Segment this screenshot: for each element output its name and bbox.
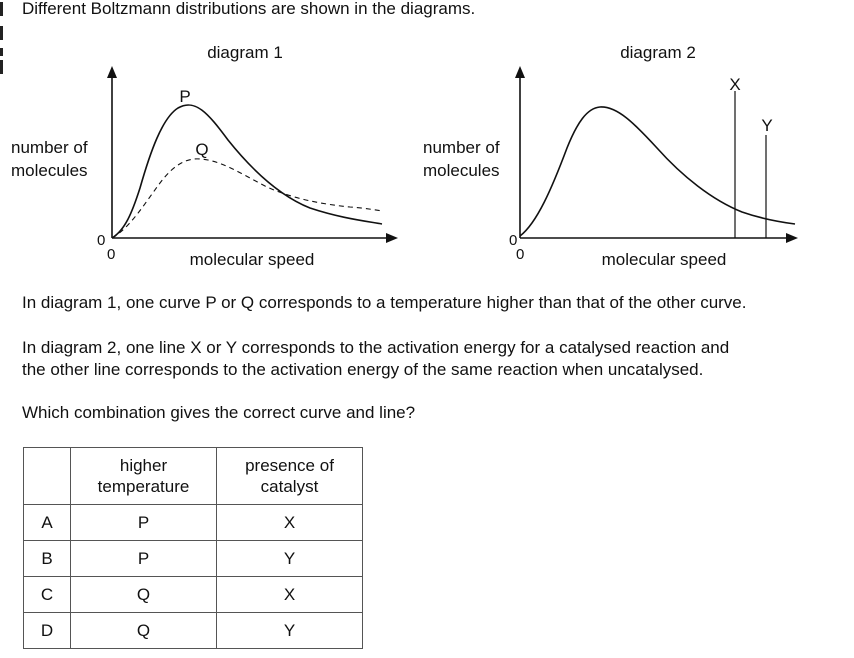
origin-x-label: 0	[516, 246, 525, 263]
table-row[interactable]	[24, 577, 363, 613]
paragraph-1: In diagram 1, one curve P or Q corresponds to a temperature higher than that of the other curve.	[22, 293, 747, 312]
option-letter: A	[24, 505, 71, 541]
diagram-1-ylabel: molecules	[11, 161, 88, 180]
header-text: presence of	[245, 456, 334, 475]
diagram-2-ylabel: molecules	[423, 161, 500, 180]
diagram-2-ylabel: number of	[423, 138, 500, 157]
header-text: catalyst	[260, 477, 319, 496]
line-y-label: Y	[761, 116, 773, 135]
y-axis-arrow	[107, 66, 117, 78]
diagram-1	[0, 38, 400, 278]
curve-p	[112, 105, 382, 238]
header-text: higher	[119, 456, 168, 475]
catalyst-cell: Y	[217, 541, 363, 577]
origin-y-label: 0	[509, 232, 518, 249]
table-row[interactable]	[24, 541, 363, 577]
catalyst-cell: X	[217, 577, 363, 613]
paragraph-2-line-2: the other line corresponds to the activation energy of the same reaction when uncatalysed.	[22, 360, 704, 379]
catalyst-cell: Y	[217, 613, 363, 649]
temperature-cell: Q	[71, 613, 217, 649]
origin-x-label: 0	[107, 246, 116, 263]
catalyst-cell: X	[217, 505, 363, 541]
temperature-cell: P	[71, 541, 217, 577]
curve-q	[112, 159, 383, 238]
option-letter: B	[24, 541, 71, 577]
line-x-label: X	[729, 75, 741, 94]
header-higher-temperature	[71, 448, 217, 505]
temperature-cell: P	[71, 505, 217, 541]
answer-table	[23, 447, 363, 649]
option-letter: C	[24, 577, 71, 613]
diagram-1-title: diagram 1	[207, 43, 283, 62]
intro-text: Different Boltzmann distributions are shown in the diagrams.	[22, 0, 476, 18]
temperature-cell: Q	[71, 577, 217, 613]
x-axis-arrow	[786, 233, 798, 243]
distribution-curve	[520, 107, 795, 236]
diagram-2-xlabel: molecular speed	[601, 250, 727, 269]
table-row[interactable]	[24, 613, 363, 649]
curve-p-label: P	[179, 87, 191, 106]
curve-q-label: Q	[195, 140, 209, 159]
y-axis-arrow	[515, 66, 525, 78]
option-letter: D	[24, 613, 71, 649]
paragraph-2-line-1: In diagram 2, one line X or Y corresponds to the activation energy for a catalysed reaction and	[22, 338, 730, 357]
diagram-2	[412, 38, 832, 278]
header-presence-of-catalyst	[217, 448, 363, 505]
header-blank	[24, 448, 71, 505]
margin-mark	[0, 2, 3, 16]
diagram-2-title: diagram 2	[620, 43, 696, 62]
header-text: temperature	[97, 477, 190, 496]
table-row[interactable]	[24, 505, 363, 541]
question-text: Which combination gives the correct curve and line?	[22, 403, 416, 422]
x-axis-arrow	[386, 233, 398, 243]
diagram-1-ylabel: number of	[11, 138, 88, 157]
table-header-row	[24, 448, 363, 505]
diagram-1-xlabel: molecular speed	[189, 250, 315, 269]
origin-y-label: 0	[97, 232, 106, 249]
